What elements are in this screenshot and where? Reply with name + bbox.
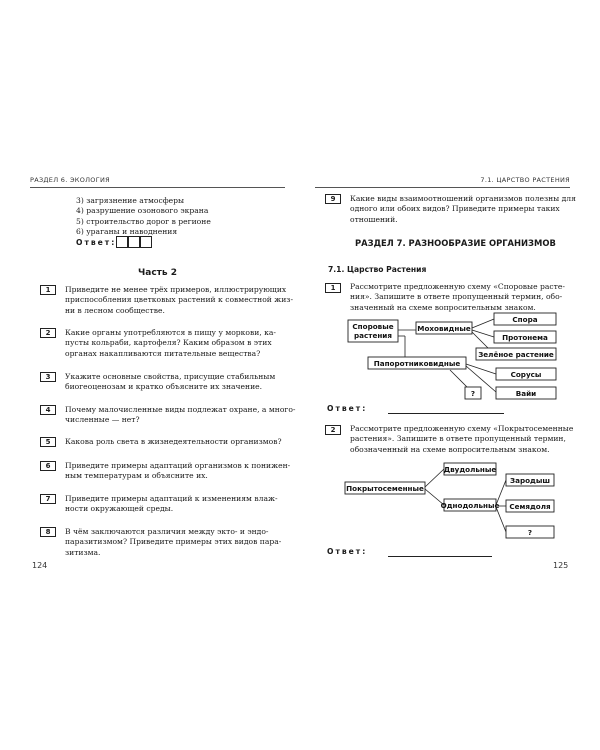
list-item: 6) ураганы и наводнения [76,227,178,237]
task-line: Рассмотрите предложенную схему «Споровые расте- [350,282,565,291]
question-line: Почему малочисленные виды подлежат охране, а много- [65,405,296,414]
answer-label: Ответ: [327,404,368,413]
question-line: ни в лесном сообществе. [65,305,165,315]
question-line: одного или обоих видов? Приведите примеры таких [350,204,560,214]
question-number: 1 [40,285,56,295]
question-line: биогеоценозам и кратко объясните их значение. [65,382,263,392]
subsection-title: 7.1. Царство Растения [328,265,427,274]
task-line: ния». Запишите в ответе пропущенный термин, обо- [350,292,563,302]
list-item: 3) загрязнение атмосферы [76,196,185,205]
section-title: РАЗДЕЛ 7. РАЗНООБРАЗИЕ ОРГАНИЗМОВ [355,238,556,248]
diagram-label: Протонема [502,333,548,342]
question-number: 3 [40,372,56,382]
diagram-label: Споровые [352,322,394,331]
question-line: Какова роль света в жизнедеятельности организмов? [65,437,282,446]
question-line: паразитизмом? Приведите примеры этих видов пара- [65,537,282,547]
answer-label: Ответ: [327,547,368,556]
diagram-label: Зелёное растение [478,350,554,359]
diagram-label: Однодольные [440,501,500,510]
question-line: В чём заключаются различия между экто- и эндо- [65,527,269,536]
task-number: 2 [325,425,341,435]
diagram-label: Вайи [515,389,537,398]
diagram-label: Сорусы [510,370,542,379]
question-number: 2 [40,328,56,338]
question-line: Какие органы употребляются в пищу у моркови, ка- [65,328,276,337]
question-number: 6 [40,461,56,471]
answer-label: Ответ: [76,238,117,247]
question-line: зитизма. [65,547,101,557]
question-number: 5 [40,437,56,447]
page-number: 125 [553,561,569,570]
diagram-label: растения [354,331,392,340]
right-page-header: 7.1. ЦАРСТВО РАСТЕНИЯ [480,176,570,184]
diagram-label: Моховидные [417,324,471,333]
page-number: 124 [32,561,48,570]
question-line: ности окружающей среды. [65,504,174,514]
question-number: 9 [325,194,341,204]
question-line: Приведите примеры адаптаций организмов к понижен- [65,461,291,470]
diagram-label: Спора [512,315,538,324]
question-line: отношений. [350,214,398,224]
task-number: 1 [325,283,341,293]
answer-line[interactable] [388,556,492,557]
question-number: 4 [40,405,56,415]
task-line: Рассмотрите предложенную схему «Покрытосеменные [350,424,574,433]
diagram-label: Семядоля [509,502,551,511]
question-line: численные — нет? [65,415,140,425]
question-line: Какие виды взаимоотношений организмов полезны для [350,194,576,203]
question-number: 8 [40,527,56,537]
question-line: Приведите примеры адаптаций к изменениям влаж- [65,494,278,503]
question-line: Укажите основные свойства, присущие стабильным [65,372,276,381]
question-line: Приведите не менее трёх примеров, иллюстрирующих [65,285,287,294]
left-page-header: РАЗДЕЛ 6. ЭКОЛОГИЯ [30,176,110,184]
question-line: приспособления цветковых растений к совместной жиз- [65,295,294,305]
diagram-label: ? [527,528,533,537]
diagram-label: Покрытосеменные [346,484,424,493]
diagram-label: Папоротниковидные [373,359,461,368]
task-line: обозначенный на схеме вопросительным знаком. [350,444,550,454]
question-line: пусты кольраби, картофеля? Каким образом в этих [65,338,272,348]
diagram-label: Зародыш [510,476,550,485]
list-item: 5) строительство дорог в регионе [76,216,211,226]
part-title: Часть 2 [138,268,177,278]
task-line: растения». Запишите в ответе пропущенный термин, [350,434,566,444]
list-item: 4) разрушение озонового экрана [76,206,209,216]
diagram-label: ? [470,389,476,398]
task-line: значенный на схеме вопросительным знаком. [350,302,536,312]
diagram-label: Двудольные [443,465,497,474]
question-line: органах накапливаются питательные вещества? [65,348,261,358]
question-number: 7 [40,494,56,504]
question-line: ным температурам и объясните их. [65,471,208,481]
